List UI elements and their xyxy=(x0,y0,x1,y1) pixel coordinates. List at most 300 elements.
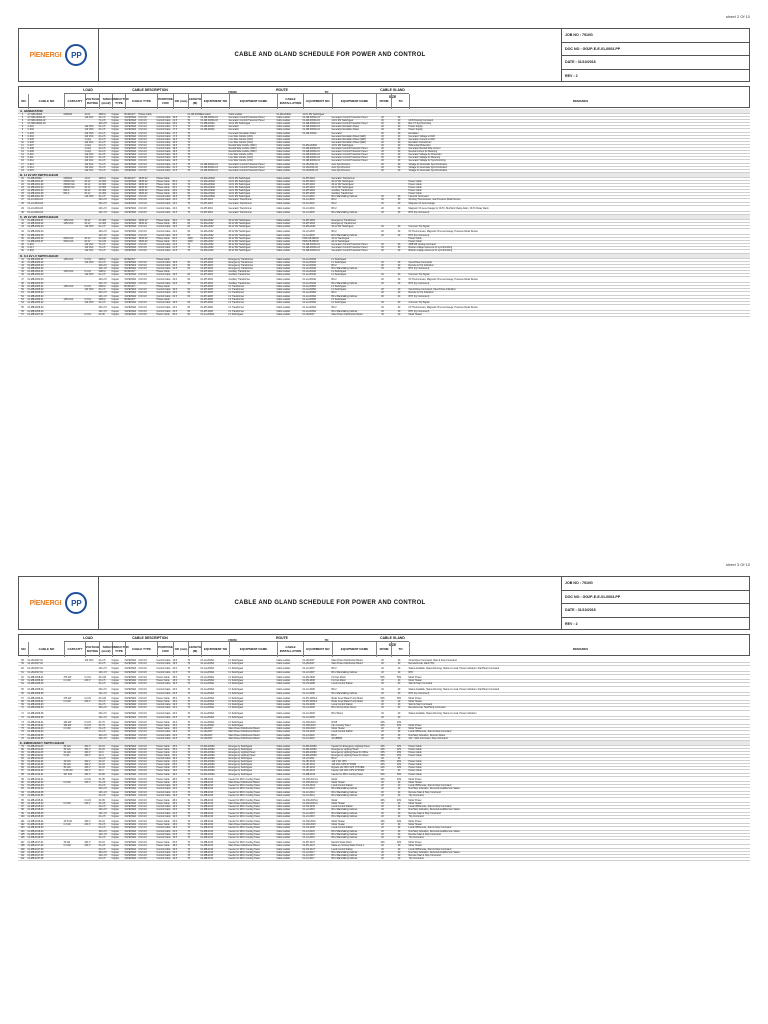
table-cell: C-011 xyxy=(27,157,34,160)
table-cell: 10C-2.5 xyxy=(98,199,107,202)
table-cell: 01-MT-2006 xyxy=(200,310,213,313)
table-cell: 19.5 xyxy=(172,157,177,160)
table-cell: Copper xyxy=(111,677,120,680)
table-cell: 12C-1.5 xyxy=(98,812,107,815)
table-cell: 01-MB-2016-02 xyxy=(27,824,44,827)
table-cell: 0.6/1 kV xyxy=(138,821,147,824)
table-cell: Copper xyxy=(111,745,120,748)
table-cell: 0.6/1 kV xyxy=(138,274,147,277)
table-cell: Copper xyxy=(111,114,120,116)
table-cell: 1250 kVA xyxy=(63,219,74,222)
table-cell: 20 xyxy=(397,154,401,157)
table-cell: 7C-2.5 xyxy=(98,244,106,247)
column-header: EQUIPMENT NAME xyxy=(332,642,376,657)
table-cell: Feeder for Emergency Lighting Panel xyxy=(331,745,370,748)
table-cell: 01-MT-2006 xyxy=(200,301,213,304)
table-cell: 400 V xyxy=(84,773,91,776)
table-cell xyxy=(64,120,84,122)
table-cell: 20 xyxy=(381,211,384,214)
table-cell: 01-LA-2006A xyxy=(302,306,317,309)
table-cell xyxy=(85,265,98,267)
table-cell: 18/30 kV xyxy=(138,183,148,186)
table-cell: 92 xyxy=(21,788,24,791)
table-cell xyxy=(64,788,84,790)
table-cell: 70 xyxy=(187,734,191,737)
table-cell: 01-LU-2001 xyxy=(302,211,315,214)
table-cell: Generator Control Protection Panel xyxy=(331,157,368,160)
table-cell xyxy=(85,672,98,674)
table-cell: Control Cable xyxy=(156,734,171,737)
table-cell: 70 xyxy=(187,857,191,860)
table-cell: BCU Marshalling Cabinet xyxy=(331,851,358,854)
table-cell: 20 kV xyxy=(84,238,91,241)
table-cell: RTD (by Instrument) xyxy=(408,283,430,286)
table-cell: 70 xyxy=(187,187,191,190)
table-cell: 01-MB-2002-05 xyxy=(27,235,44,237)
table-cell: 01-MA-2006A xyxy=(200,751,215,754)
table-cell: XLPE/SWA xyxy=(124,160,137,163)
table-cell: 01-MB-2006-02 xyxy=(27,301,44,304)
table-cell: 01-LB-2007 xyxy=(302,662,315,665)
table-cell: 25S xyxy=(380,754,385,757)
table-cell: Cable Ladder xyxy=(276,815,291,818)
table-cell: 01-MB-2013 xyxy=(200,812,214,815)
table-cell: 01-LU-2008 xyxy=(302,692,315,695)
table-cell: Power Cable xyxy=(156,313,170,316)
table-cell: Remote/Local, Alarm/Trip xyxy=(408,662,435,665)
table-cell: Motor xyxy=(331,779,338,782)
table-cell: 01-LB-2007 xyxy=(302,659,315,662)
table-cell: Copper xyxy=(111,177,120,180)
table-cell: 20 xyxy=(381,301,384,304)
table-cell: Line Side Cubicle (LSC) xyxy=(228,141,254,144)
table-cell: 01-MT-2003 xyxy=(200,258,213,261)
table-cell: 61 xyxy=(21,671,24,674)
table-cell: XLPE/SWA xyxy=(124,827,137,830)
table-cell: XLPE/SWA xyxy=(124,698,137,701)
table-cell: Power Cable xyxy=(156,824,170,827)
table-cell: BCU Marshalling Cabinet xyxy=(331,794,358,797)
table-cell: 01-LA-2006A xyxy=(200,692,215,695)
table-cell: Power Cable xyxy=(408,183,422,186)
table-cell: 01-MB-2006-01 xyxy=(27,298,44,301)
table-cell: 20 xyxy=(381,154,384,157)
table-cell xyxy=(64,157,84,159)
table-cell: XLPE/SWA xyxy=(124,267,137,270)
table-cell: Copper xyxy=(111,751,120,754)
table-cell: 1000 xyxy=(187,241,193,244)
table-cell: 20 kV MV Switchgear xyxy=(228,241,251,244)
table-cell: 1000 xyxy=(187,238,193,241)
table-cell: 01-MB-2013 xyxy=(200,791,214,794)
table-cell: 20 xyxy=(381,806,384,809)
table-cell: BCU Marshalling Cabinet xyxy=(331,791,358,794)
table-cell: 78 xyxy=(21,737,24,740)
table-cell: 01-LA-2006A xyxy=(200,662,215,665)
table-cell: Power Cable xyxy=(156,701,170,704)
table-cell: Generator Control Protection Panel xyxy=(331,244,368,247)
table-cell: Copper xyxy=(111,671,120,674)
table-cell: Control Cable xyxy=(156,199,171,202)
table-cell: 0.6/1 kV xyxy=(138,196,147,199)
table-cell: XLPE/SWA xyxy=(124,264,137,267)
table-cell: Control Cable xyxy=(156,279,171,282)
table-cell: 17.5 xyxy=(172,132,177,135)
table-cell: BCU Marshalling Cabinet xyxy=(331,854,358,857)
table-cell: Cable Ladder xyxy=(276,758,291,761)
table-cell: XLPE/SWA xyxy=(124,836,137,839)
table-cell: Copper xyxy=(111,761,120,764)
table-cell: 19.5 xyxy=(172,758,177,761)
table-cell: 01-MT-2005 xyxy=(200,295,213,298)
table-cell: 19.5 xyxy=(172,683,177,686)
table-cell: XLPE/SWA xyxy=(124,728,137,731)
table-cell: 22.5 xyxy=(172,267,177,270)
table-cell: 01-LU-2010 xyxy=(302,734,315,737)
table-cell: 01-LU-2009 xyxy=(302,712,315,715)
table-cell: Emergency Transformer xyxy=(331,219,357,222)
table-cell xyxy=(376,271,390,273)
table-cell: Copper xyxy=(111,779,120,782)
table-cell: 25.0 xyxy=(172,745,177,748)
table-cell: 01-MB-2014-06 xyxy=(27,794,44,797)
table-cell: LV Switchgear xyxy=(331,289,347,292)
table-cell: CW - Start Command, Stop Command xyxy=(408,737,448,740)
table-cell: Cable Ladder xyxy=(276,123,291,126)
table-cell: 0.6/1 kV xyxy=(138,306,147,309)
table-cell: 01-MB-2014-03 xyxy=(27,785,44,788)
table-cell: 3C-2.5 xyxy=(98,803,106,806)
table-cell: 20 xyxy=(397,827,401,830)
table-cell: 20 xyxy=(397,144,401,147)
table-cell xyxy=(85,277,98,282)
table-cell: 20 kV xyxy=(84,193,91,196)
table-cell: 3C-16 xyxy=(98,842,105,845)
table-cell: Phase Cable xyxy=(156,238,170,241)
table-cell: 01-MT-2004 xyxy=(200,279,213,282)
table-cell: Cable Ladder xyxy=(276,683,291,686)
table-cell: XLPE/SWA xyxy=(124,187,137,190)
table-cell: 0.6/1 kV xyxy=(138,803,147,806)
table-cell: Oil Thermometer, Magnetic Oil Level Gauge, Pressure Relief Device xyxy=(408,306,478,309)
table-cell: Cable Ladder xyxy=(276,821,291,824)
table-cell: 20 kV MV Switchgear xyxy=(228,235,251,237)
table-cell: Control Cable xyxy=(156,815,171,818)
table-cell: 25S xyxy=(380,751,385,754)
table-cell: Copper xyxy=(111,824,120,827)
table-cell: Copper xyxy=(111,662,120,665)
table-cell: 400 V xyxy=(84,842,91,845)
table-cell: 20 xyxy=(381,731,384,734)
cable-description-group: CABLE DESCRIPTION xyxy=(112,87,188,94)
table-cell: 50S xyxy=(396,698,402,701)
table-cell: 12C-1.5 xyxy=(98,737,107,740)
table-cell: Close/Open Command, Start & Stop Command xyxy=(408,659,457,662)
table-cell: Copper xyxy=(111,306,120,309)
table-cell: 0.6/1 kV xyxy=(138,267,147,270)
table-cell xyxy=(201,145,228,147)
table-cell: Power Cable xyxy=(408,761,422,764)
table-cell: Control Cable xyxy=(156,117,171,120)
table-cell: 70 xyxy=(187,812,191,815)
table-cell: 0.6/1 kV xyxy=(138,154,147,157)
table-cell: 20 xyxy=(381,680,384,683)
table-cell: 230 V xyxy=(84,770,91,773)
table-cell: Feeder for MCC Cooling Tower xyxy=(331,773,364,776)
table-cell: 70 xyxy=(187,851,191,854)
table-cell: Control Cable xyxy=(156,310,171,313)
table-cell xyxy=(376,187,390,189)
table-cell: 60.0 xyxy=(172,241,177,244)
table-cell: Control Cable xyxy=(156,809,171,812)
table-cell: 20 xyxy=(381,292,384,295)
table-cell xyxy=(409,271,750,273)
table-cell: Copper xyxy=(111,247,120,250)
table-cell xyxy=(64,139,84,141)
table-cell: LV Switchgear xyxy=(331,261,347,264)
table-cell: 41 xyxy=(21,258,24,261)
table-cell: 60 xyxy=(187,292,191,295)
table-cell: 01-LB-2007 xyxy=(302,313,315,316)
table-cell: Copper xyxy=(111,193,120,196)
table-cell: Cable Ladder xyxy=(276,183,291,186)
table-cell: Control Cable xyxy=(156,157,171,160)
table-cell: BCU Marshalling Cabinet xyxy=(331,310,358,313)
table-cell: Cable Ladder xyxy=(276,767,291,770)
table-cell: Power Cable xyxy=(156,754,170,757)
table-cell: Auxiliary Transformer xyxy=(228,279,251,282)
table-cell: 0.6/1 kV xyxy=(138,812,147,815)
table-cell xyxy=(85,806,98,808)
table-cell xyxy=(173,286,187,288)
table-cell: 01-MT-2004 xyxy=(200,270,213,273)
table-cell: LV Switchgear xyxy=(228,698,244,701)
table-cell: Voltage for Automatic Synchronization xyxy=(408,169,448,172)
table-cell: XLPE/SWA xyxy=(124,219,137,222)
table-cell: 0.6/1 kV xyxy=(138,827,147,830)
table-cell: 110 VDC xyxy=(84,659,94,662)
table-cell: 19.5 xyxy=(172,289,177,292)
table-cell: 0.6/1 kV xyxy=(138,731,147,734)
table-cell: 11 kV xyxy=(84,177,91,180)
table-cell: 70 xyxy=(187,144,191,147)
table-cell: Control Cable xyxy=(156,244,171,247)
table-cell: 32S xyxy=(396,821,402,824)
table-cell: Cable Ladder xyxy=(276,126,291,129)
table-cell: 37 xyxy=(21,241,24,244)
table-cell: 0.6/1 kV xyxy=(138,250,147,253)
table-cell: 20 xyxy=(381,758,384,761)
table-cell: 48.0 xyxy=(172,222,177,225)
table-cell: 20 xyxy=(397,688,401,691)
table-cell: XLPE/SWA xyxy=(124,671,137,674)
table-cell: Power Cable xyxy=(156,677,170,680)
table-cell: RTD (by Instrument) xyxy=(408,310,430,313)
table-cell: Motor Heater xyxy=(331,821,345,824)
table-cell: Cable Ladder xyxy=(276,833,291,836)
table-cell: 58 xyxy=(21,659,24,662)
table-cell: 01-MT-2005 xyxy=(200,289,213,292)
table-cell: 20 xyxy=(397,671,401,674)
table-cell: 1000 A xyxy=(98,258,106,261)
table-cell: XLPE/SWA xyxy=(124,701,137,704)
section-label: B. 11 kV MV SWITCHGEAR xyxy=(20,172,59,177)
table-cell xyxy=(173,114,187,116)
table-cell: LV Transformer xyxy=(228,301,245,304)
table-cell: 109 xyxy=(20,848,25,851)
table-cell: 4C-2.5 xyxy=(98,827,106,830)
table-cell: Motor Heater xyxy=(331,803,345,806)
table-cell: Motor Heater xyxy=(408,845,422,848)
table-cell: LV Switchgear xyxy=(331,286,347,289)
table-cell: 20 xyxy=(397,716,401,719)
table-cell: 12C-1.5 xyxy=(98,310,107,313)
table-cell: 4C-2.5 xyxy=(98,857,106,860)
table-cell: RTD (by Instrument) xyxy=(408,295,430,298)
table-cell: Cable Ladder xyxy=(276,751,291,754)
table-cell: Generator xyxy=(228,126,239,129)
table-cell: Copper xyxy=(111,126,120,129)
table-cell: 01-MB-2013 xyxy=(200,785,214,788)
table-cell xyxy=(64,196,84,198)
table-cell: Status Available, Status Running, Status in Local, Power Indication, Start/Stop Command xyxy=(408,667,500,670)
table-cell: Cable Ladder xyxy=(276,680,291,683)
table-cell: 4C-16 xyxy=(98,764,105,767)
table-cell: Copper xyxy=(111,258,120,261)
table-cell: Main Power Distribution Board xyxy=(228,734,260,737)
table-cell: 20 xyxy=(381,250,384,253)
table-cell: 10 kVA xyxy=(63,751,71,754)
table-cell: Power Cable xyxy=(156,751,170,754)
table-cell: Control Cable xyxy=(156,830,171,833)
table-cell: 0.6/1 kV xyxy=(138,800,147,803)
table-cell: 01-LA-2006A xyxy=(200,659,215,662)
table-cell: 70 xyxy=(187,833,191,836)
table-cell: 60 xyxy=(187,289,191,292)
table-cell: BCU xyxy=(331,202,337,205)
table-cell: 01-MB-2010-04 xyxy=(27,731,44,734)
table-cell: 20 xyxy=(381,845,384,848)
table-cell: 21.5 xyxy=(172,247,177,250)
table-cell: 70 xyxy=(187,728,191,731)
table-cell: 01-MB-2012-04 xyxy=(27,770,44,773)
table-cell: 21.5 xyxy=(172,169,177,172)
table-cell: 28.0 xyxy=(172,800,177,803)
table-cell: 01-MT-2003 xyxy=(302,219,315,222)
column-header: CAPACITY xyxy=(64,642,85,657)
table-cell: 01-GB-2000A-01 xyxy=(200,117,218,120)
table-cell: 70 xyxy=(187,761,191,764)
table-cell: 01-LA-2006A xyxy=(302,301,317,304)
table-cell: XLPE/SWA xyxy=(124,132,137,135)
table-cell: Fin Fan Motor xyxy=(331,677,346,680)
table-cell: 20 xyxy=(397,196,401,199)
table-cell xyxy=(85,735,98,737)
table-cell: Control Cable xyxy=(156,151,171,154)
table-cell: 0.6/1 kV xyxy=(138,748,147,751)
table-cell: Control Cable xyxy=(156,283,171,286)
table-cell: 01-MB-2013 xyxy=(200,851,214,854)
table-cell xyxy=(85,858,98,860)
table-cell: 42 xyxy=(21,261,24,264)
table-cell: 01-MB-2013 xyxy=(200,806,214,809)
table-cell: 70 xyxy=(187,754,191,757)
table-cell: Copper xyxy=(111,157,120,160)
table-cell: Emergency Switchgear xyxy=(228,758,253,761)
table-cell: LV Transformer xyxy=(228,292,245,295)
table-cell: Copper xyxy=(111,132,120,135)
revision: REV : 2 xyxy=(565,622,578,627)
table-cell: 50S xyxy=(380,773,385,776)
table-cell: 01-LU-2001-01 xyxy=(27,199,43,202)
table-cell: Run/Stop Indication, Remote Status xyxy=(408,734,446,737)
table-cell: Cable Ladder xyxy=(276,722,291,725)
table-cell: Emergency Transformer xyxy=(228,258,254,261)
table-cell: XLPE/SWA xyxy=(124,163,137,166)
table-cell: 20 xyxy=(381,704,384,707)
table-cell: Neutral Side Cubicle (NSC) xyxy=(228,151,257,154)
table-cell: 22.5 xyxy=(172,671,177,674)
table-cell: 23.0 xyxy=(172,231,177,233)
table-cell: 0.6/1 kV xyxy=(138,225,147,228)
table-cell: XLPE/SWA xyxy=(124,199,137,202)
table-cell xyxy=(376,181,390,183)
table-cell: 70 xyxy=(187,764,191,767)
table-cell: 30 kVA xyxy=(63,748,71,751)
document-meta xyxy=(561,29,749,81)
table-cell: Cable Ladder xyxy=(276,701,291,704)
table-cell: 01-MB-2014-05 xyxy=(27,791,44,794)
table-cell: 20 xyxy=(381,144,384,147)
table-cell: PRD-CB-MB-02 xyxy=(302,241,319,244)
table-cell: Feeder for MCC Cooling Tower xyxy=(228,809,261,812)
table-cell: Cable Ladder xyxy=(276,279,291,282)
table-cell: 10C-2.5 xyxy=(98,712,107,715)
table-cell: Power Cable xyxy=(156,767,170,770)
table-cell: 0.6/1 kV xyxy=(138,662,147,665)
table-cell xyxy=(391,220,408,222)
table-cell: Main Power Distribution Board xyxy=(228,803,260,806)
table-cell: Emergency Transformer xyxy=(228,267,254,270)
table-cell: LV Switchgear xyxy=(228,725,244,728)
table-cell: 32S xyxy=(380,764,385,767)
table-cell: XLPE/SWA xyxy=(124,154,137,157)
table-cell: 3C-35 xyxy=(98,800,105,803)
table-cell: 18.0 xyxy=(172,845,177,848)
sheet-reference: sheet 3 Of 10 xyxy=(725,562,750,567)
table-cell xyxy=(85,795,98,797)
table-cell: 3C-120 xyxy=(98,241,107,244)
table-cell: 20 xyxy=(381,659,384,662)
table-cell: XLPE/SWA xyxy=(124,688,137,691)
table-cell: 70 xyxy=(187,244,191,247)
table-cell: 01-GB-2000A-02 xyxy=(302,120,320,123)
table-cell: Copper xyxy=(111,286,120,289)
table-cell: Copper xyxy=(111,833,120,836)
table-cell: 25S xyxy=(396,761,402,764)
table-cell: 70 xyxy=(187,815,191,818)
table-cell: XLPE/SWA xyxy=(124,785,137,788)
table-cell: 01-MA-2006A xyxy=(200,773,215,776)
table-cell: Phase Cable xyxy=(156,270,170,273)
table-cell: 25.0 xyxy=(172,764,177,767)
table-cell: 20 xyxy=(397,683,401,686)
table-cell: 20 xyxy=(381,289,384,292)
table-cell: Power Cable xyxy=(408,241,422,244)
table-cell: 30 kVA xyxy=(63,745,71,748)
column-header: EQUIPMENT NAME xyxy=(229,642,277,657)
table-cell: 0.6/1 kV xyxy=(138,264,147,267)
